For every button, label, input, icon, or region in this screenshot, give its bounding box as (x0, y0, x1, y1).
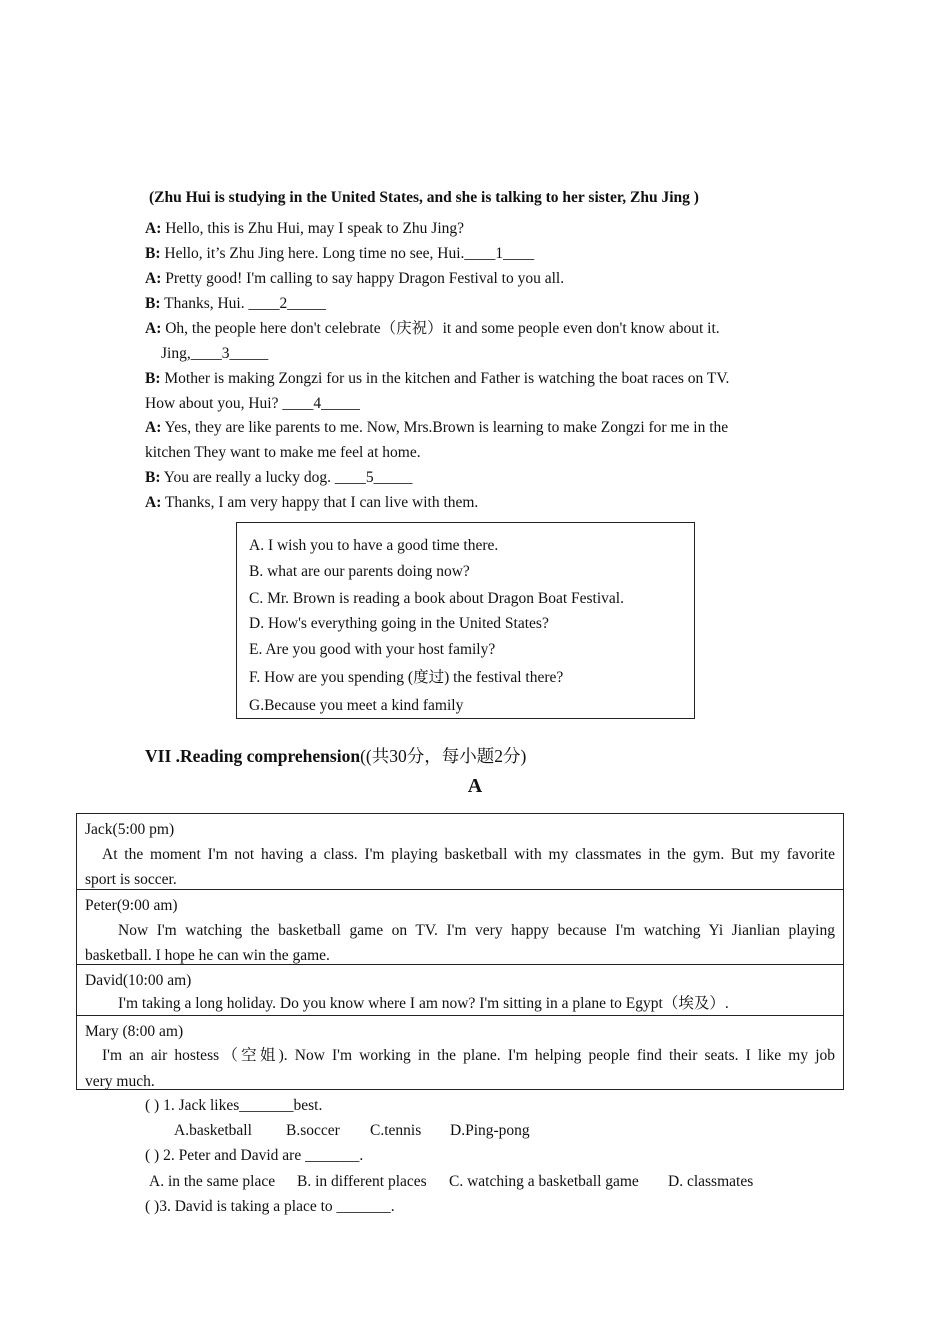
speaker-label: B: (145, 469, 161, 486)
dialogue-line (145, 443, 421, 463)
dialogue-text: Oh, the people here don't celebrate（庆祝）it and some people even don't know about it. (161, 320, 720, 337)
q2-option-d: D. classmates (668, 1173, 754, 1190)
speaker-label: B: (145, 295, 161, 312)
q1-option-c: C.tennis (370, 1122, 422, 1139)
dialogue-line (145, 269, 564, 289)
q2-option-a: A. in the same place (149, 1173, 276, 1190)
dialogue-line (145, 219, 464, 239)
dialogue-intro: (Zhu Hui is studying in the United States, and she is talking to her sister, Zhu Jing ) (149, 189, 699, 206)
dialogue-text: Hello, this is Zhu Hui, may I speak to Zhu Jing? (161, 220, 465, 237)
dialogue-line (145, 468, 412, 488)
dialogue-line (145, 319, 720, 339)
passage-table (76, 813, 844, 1090)
dialogue-text: Jing,____3_____ (161, 345, 269, 362)
section-title: VII .Reading comprehension (145, 746, 361, 766)
section-note: ((共30分，每小题2分) (360, 746, 527, 766)
dialogue-line (145, 294, 326, 314)
option-g: G.Because you meet a kind family (249, 697, 464, 714)
option-e: E. Are you good with your host family? (249, 641, 496, 658)
option-a: A. I wish you to have a good time there. (249, 537, 499, 554)
dialogue-text: Yes, they are like parents to me. Now, Mrs.Brown is learning to make Zongzi for me in the (161, 419, 729, 436)
option-f: F. How are you spending (度过) the festival there? (249, 669, 564, 686)
question-2: ( ) 2. Peter and David are _______. (145, 1147, 364, 1164)
passage-line: basketball. I hope he can win the game. (85, 947, 330, 964)
speaker-label: A: (145, 270, 162, 287)
options-box (236, 522, 695, 719)
part-letter: A (467, 775, 483, 797)
passage-name: Peter(9:00 am) (85, 897, 178, 914)
dialogue-text: Thanks, Hui. ____2_____ (160, 295, 326, 312)
dialogue-text: You are really a lucky dog. ____5_____ (160, 469, 413, 486)
q1-option-b: B.soccer (286, 1122, 340, 1139)
passage-name: David(10:00 am) (85, 972, 192, 989)
speaker-label: A: (145, 494, 162, 511)
passage-name: Jack(5:00 pm) (85, 821, 175, 838)
passage-line: sport is soccer. (85, 871, 177, 888)
question-1: ( ) 1. Jack likes_______best. (145, 1097, 323, 1114)
option-d: D. How's everything going in the United States? (249, 615, 549, 632)
passage-line: At the moment I'm not having a class. I'm playing basketball with my classmates in the gym. But my favorite (102, 846, 835, 863)
dialogue-text: Thanks, I am very happy that I can live with them. (161, 494, 479, 511)
q1-option-d: D.Ping-pong (450, 1122, 530, 1139)
speaker-label: A: (145, 320, 162, 337)
speaker-label: A: (145, 220, 162, 237)
speaker-label: A: (145, 419, 162, 436)
q2-option-b: B. in different places (297, 1173, 427, 1190)
q1-option-a: A.basketball (174, 1122, 252, 1139)
section-heading (145, 743, 526, 768)
dialogue-line (161, 344, 268, 364)
q2-option-c: C. watching a basketball game (449, 1173, 639, 1190)
speaker-label: B: (145, 245, 161, 262)
dialogue-line (145, 418, 728, 438)
passage-line: I'm taking a long holiday. Do you know where I am now? I'm sitting in a plane to Egypt（埃及）. (118, 995, 729, 1012)
dialogue-text: Pretty good! I'm calling to say happy Dragon Festival to you all. (161, 270, 565, 287)
passage-david (77, 964, 843, 1015)
passage-name: Mary (8:00 am) (85, 1023, 184, 1040)
dialogue-text: Hello, it’s Zhu Jing here. Long time no see, Hui.____1____ (160, 245, 535, 262)
passage-line: Now I'm watching the basketball game on TV. I'm very happy because I'm watching Yi Jianlian playing (118, 922, 835, 939)
dialogue-text: kitchen They want to make me feel at home. (145, 444, 421, 461)
dialogue-text: Mother is making Zongzi for us in the kitchen and Father is watching the boat races on TV. (160, 370, 730, 387)
dialogue-text: How about you, Hui? ____4_____ (145, 395, 360, 412)
passage-peter (77, 889, 843, 964)
dialogue-line (145, 394, 360, 414)
dialogue-line (145, 369, 729, 389)
speaker-label: B: (145, 370, 161, 387)
passage-line: very much. (85, 1073, 155, 1090)
passage-jack (77, 814, 843, 889)
passage-mary (77, 1015, 843, 1090)
passage-line: I'm an air hostess（空姐). Now I'm working in the plane. I'm helping people find their seats. I like my job (102, 1047, 835, 1064)
option-b: B. what are our parents doing now? (249, 563, 470, 580)
dialogue-line (145, 493, 478, 513)
dialogue-line (145, 244, 534, 264)
question-3: ( )3. David is taking a place to _______. (145, 1198, 395, 1215)
option-c: C. Mr. Brown is reading a book about Dragon Boat Festival. (249, 590, 624, 607)
